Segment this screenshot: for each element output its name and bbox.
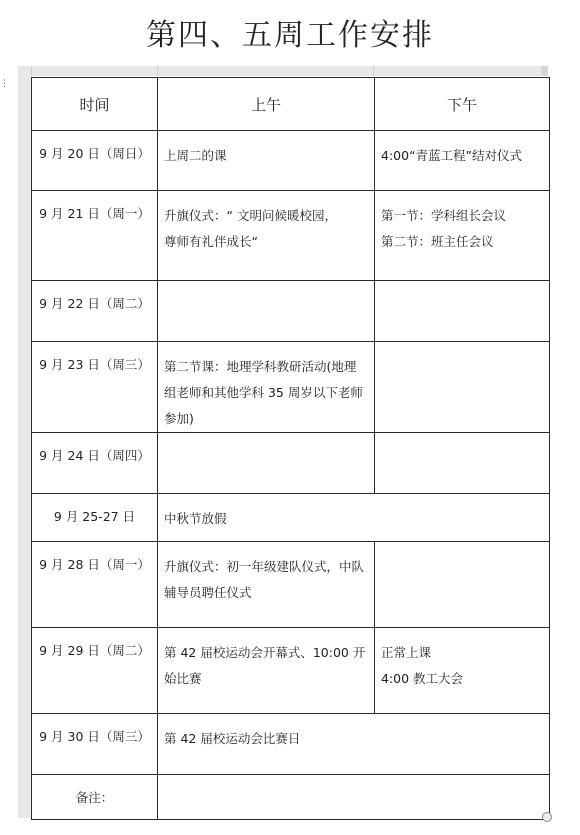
date-cell[interactable] (32, 191, 158, 281)
afternoon-text: 第二节：班主任会议 (381, 234, 494, 249)
table-row (32, 131, 550, 191)
page-title: 第四、五周工作安排 (146, 18, 434, 53)
date-text: 9 月 28 日（周一） (39, 557, 150, 572)
table-row (32, 281, 550, 342)
date-cell[interactable] (32, 433, 158, 494)
remarks-label: 备注： (75, 790, 114, 805)
date-text: 9 月 30 日（周三） (39, 729, 150, 744)
table-row (32, 433, 550, 494)
morning-text: 升旗仪式：初一年级建队仪式，中队 (164, 559, 365, 574)
afternoon-cell[interactable] (375, 281, 550, 342)
header-morning: 上午 (158, 78, 375, 131)
morning-text: 始比赛 (164, 671, 202, 686)
table-row (32, 714, 550, 775)
morning-text: 第二节课：地理学科教研活动(地理 (164, 359, 357, 374)
morning-text: 第 42 届校运动会开幕式、10:00 开 (164, 645, 366, 660)
merged-cell[interactable] (158, 714, 550, 775)
table-row (32, 628, 550, 714)
afternoon-text: 第一节：学科组长会议 (381, 208, 507, 223)
date-text: 9 月 23 日（周三） (39, 357, 150, 372)
date-text: 9 月 29 日（周二） (39, 643, 150, 658)
table-row-ruler[interactable] (18, 66, 31, 818)
afternoon-cell[interactable] (375, 628, 550, 714)
date-cell[interactable] (32, 131, 158, 191)
afternoon-cell[interactable] (375, 191, 550, 281)
morning-cell[interactable] (158, 628, 375, 714)
afternoon-text: 4:00 教工大会 (381, 671, 464, 686)
date-cell[interactable] (32, 281, 158, 342)
morning-cell[interactable] (158, 433, 375, 494)
morning-text: 辅导员聘任仪式 (164, 585, 252, 600)
morning-cell[interactable] (158, 191, 375, 281)
date-text: 9 月 24 日（周四） (39, 448, 150, 463)
table-row (32, 191, 550, 281)
afternoon-cell[interactable] (375, 433, 550, 494)
morning-text: 尊师有礼伴成长“ (164, 234, 258, 249)
morning-cell[interactable] (158, 131, 375, 191)
table-ruler-end[interactable] (541, 66, 548, 76)
date-text: 9 月 25-27 日 (53, 509, 136, 524)
merged-text: 第 42 届校运动会比赛日 (164, 731, 301, 746)
remarks-label-cell[interactable] (32, 775, 158, 820)
date-cell[interactable] (32, 342, 158, 433)
morning-cell[interactable] (158, 342, 375, 433)
afternoon-text: 4:00“青蓝工程”结对仪式 (381, 148, 523, 163)
header-time: 时间 (32, 78, 158, 131)
morning-text: 上周二的课 (164, 148, 227, 163)
schedule-table (31, 77, 550, 820)
table-row (32, 542, 550, 628)
table-row (32, 342, 550, 433)
date-text: 9 月 21 日（周一） (39, 206, 150, 221)
merged-cell[interactable] (158, 494, 550, 542)
morning-text: 参加) (164, 411, 194, 426)
morning-cell[interactable] (158, 542, 375, 628)
date-cell[interactable] (32, 714, 158, 775)
date-cell[interactable] (32, 628, 158, 714)
table-row (32, 775, 550, 820)
merged-text: 中秋节放假 (164, 511, 227, 526)
drag-handle-icon[interactable]: ⋮ (0, 79, 9, 89)
header-afternoon: 下午 (375, 78, 550, 131)
table-resize-handle-icon[interactable] (542, 812, 552, 822)
afternoon-cell[interactable] (375, 131, 550, 191)
date-text: 9 月 20 日（周日） (39, 146, 150, 161)
table-header-row (32, 78, 550, 131)
afternoon-text: 正常上课 (381, 645, 432, 660)
date-cell[interactable] (32, 542, 158, 628)
table-row (32, 494, 550, 542)
table-column-ruler[interactable] (18, 66, 548, 76)
morning-text: 升旗仪式：“ 文明问候暖校园， (164, 208, 337, 223)
morning-text: 组老师和其他学科 35 周岁以下老师 (164, 385, 363, 400)
afternoon-cell[interactable] (375, 342, 550, 433)
remarks-cell[interactable] (158, 775, 550, 820)
morning-cell[interactable] (158, 281, 375, 342)
date-text: 9 月 22 日（周二） (39, 296, 150, 311)
date-cell[interactable] (32, 494, 158, 542)
afternoon-cell[interactable] (375, 542, 550, 628)
